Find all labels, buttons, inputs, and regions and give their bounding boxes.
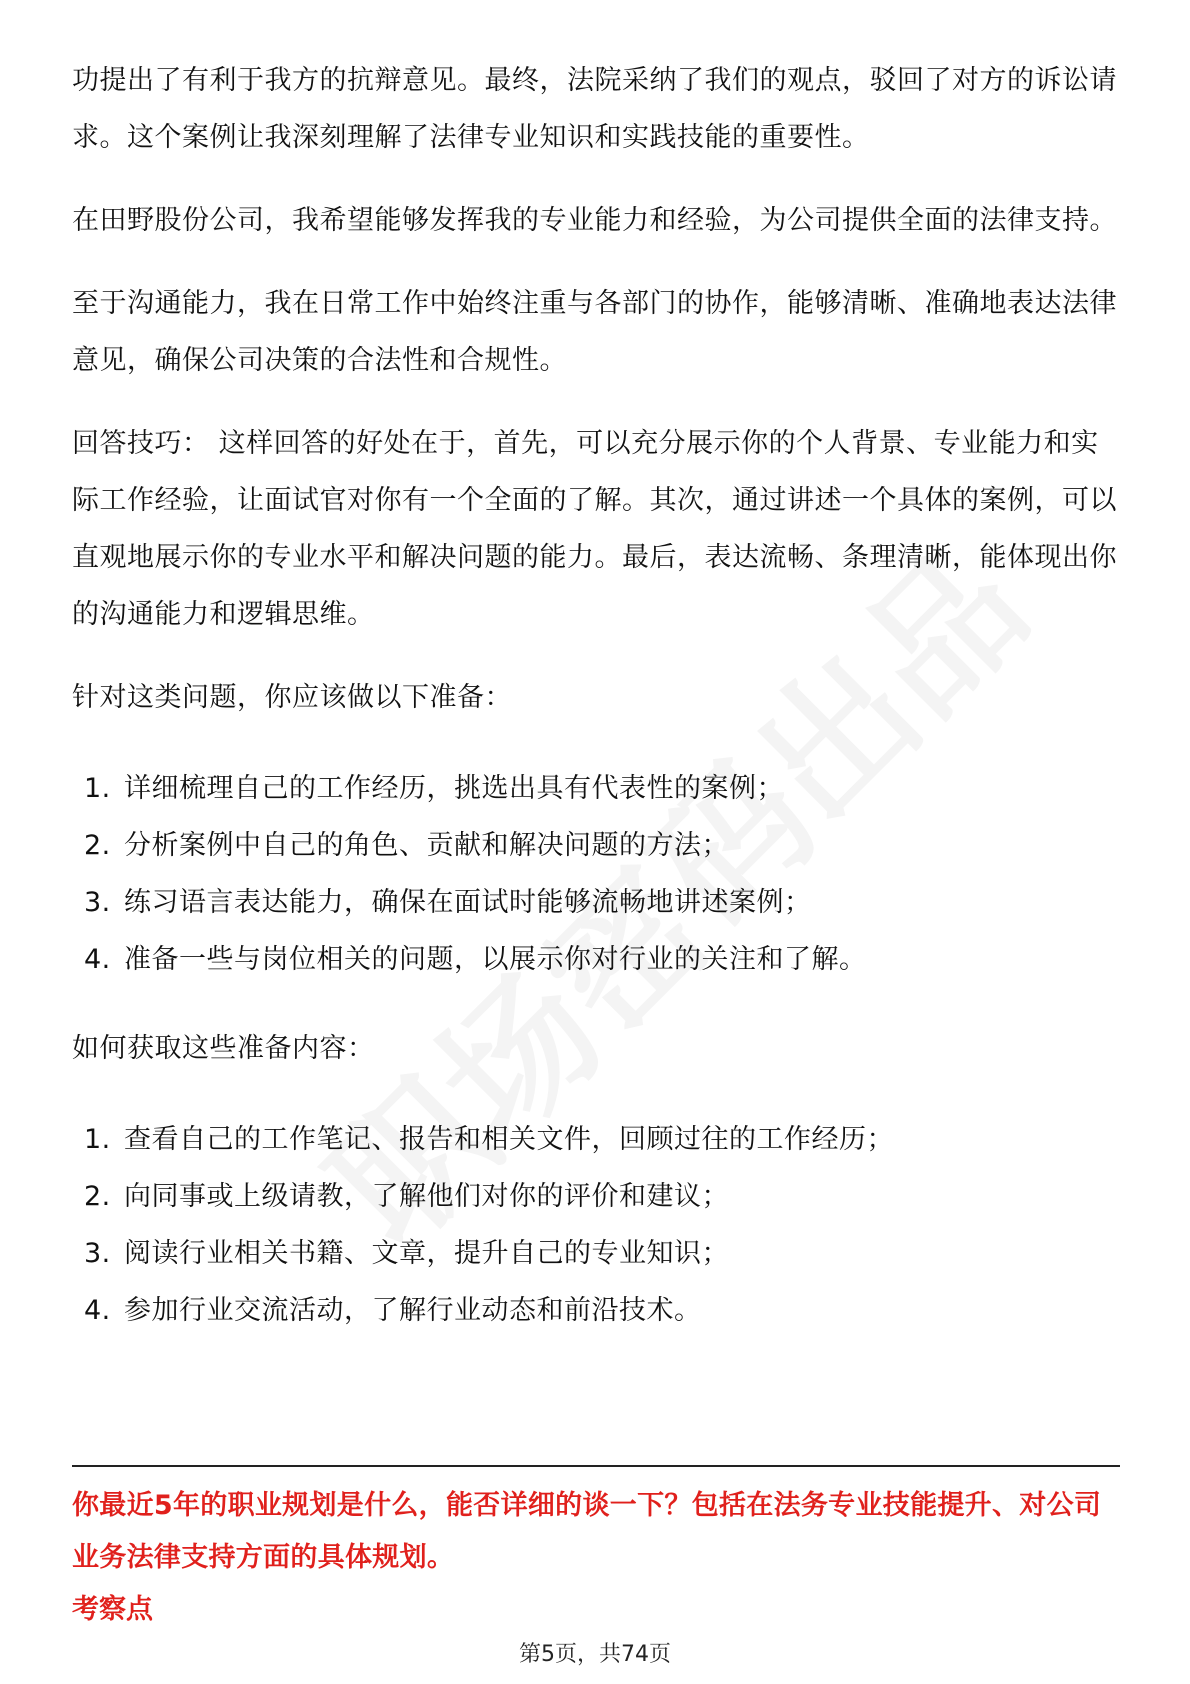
list-number: 1. <box>84 773 111 804</box>
list-item-text: 分析案例中自己的角色、贡献和解决问题的方法； <box>124 830 729 861</box>
paragraph-case-result: 功提出了有利于我方的抗辩意见。最终，法院采纳了我们的观点，驳回了对方的诉讼请求。这个案例让我深刻理解了法律专业知识和实践技能的重要性。 <box>72 65 1117 153</box>
list-item-text: 向同事或上级请教，了解他们对你的评价和建议； <box>124 1181 729 1212</box>
list-number: 2. <box>84 830 111 861</box>
section-divider <box>72 1465 1120 1467</box>
list-item <box>72 874 1120 931</box>
list-item <box>72 1111 1120 1168</box>
obtain-list <box>72 1111 1120 1339</box>
list-number: 3. <box>84 1238 111 1269</box>
list-number: 4. <box>84 1295 111 1326</box>
list-number: 4. <box>84 944 111 975</box>
list-number: 2. <box>84 1181 111 1212</box>
list-item-text: 练习语言表达能力，确保在面试时能够流畅地讲述案例； <box>124 887 812 918</box>
list-item <box>72 1225 1120 1282</box>
list-item-text: 阅读行业相关书籍、文章，提升自己的专业知识； <box>124 1238 729 1269</box>
list-item <box>72 1282 1120 1339</box>
list-item-text: 查看自己的工作笔记、报告和相关文件，回顾过往的工作经历； <box>124 1124 894 1155</box>
page-number: 第5页，共74页 <box>519 1642 671 1667</box>
list-item <box>72 760 1120 817</box>
obtain-heading: 如何获取这些准备内容： <box>72 1033 375 1064</box>
list-item-text: 准备一些与岗位相关的问题，以展示你对行业的关注和了解。 <box>124 944 867 975</box>
page-content <box>72 52 1120 1371</box>
list-item <box>72 1168 1120 1225</box>
list-item-text: 详细梳理自己的工作经历，挑选出具有代表性的案例； <box>124 773 784 804</box>
paragraph-company-goal: 在田野股份公司，我希望能够发挥我的专业能力和经验，为公司提供全面的法律支持。 <box>72 205 1117 236</box>
list-item <box>72 931 1120 988</box>
list-number: 1. <box>84 1124 111 1155</box>
list-item-text: 参加行业交流活动，了解行业动态和前沿技术。 <box>124 1295 702 1326</box>
section-label-assessment: 考察点 <box>72 1594 153 1625</box>
list-item <box>72 817 1120 874</box>
paragraph-answer-tips: 回答技巧： 这样回答的好处在于，首先，可以充分展示你的个人背景、专业能力和实际工作经验，让面试官对你有一个全面的了解。其次，通过讲述一个具体的案例，可以直观地展示你的专业水平和解决问题的能力。最后，表达流畅、条理清晰，能体现出你的沟通能力和逻辑思维。 <box>72 428 1117 630</box>
list-number: 3. <box>84 887 111 918</box>
prep-heading: 针对这类问题，你应该做以下准备： <box>72 682 512 713</box>
prep-list <box>72 760 1120 988</box>
interview-question: 你最近5年的职业规划是什么，能否详细的谈一下？包括在法务专业技能提升、对公司业务法律支持方面的具体规划。 <box>72 1490 1102 1573</box>
paragraph-communication: 至于沟通能力，我在日常工作中始终注重与各部门的协作，能够清晰、准确地表达法律意见，确保公司决策的合法性和合规性。 <box>72 288 1117 376</box>
